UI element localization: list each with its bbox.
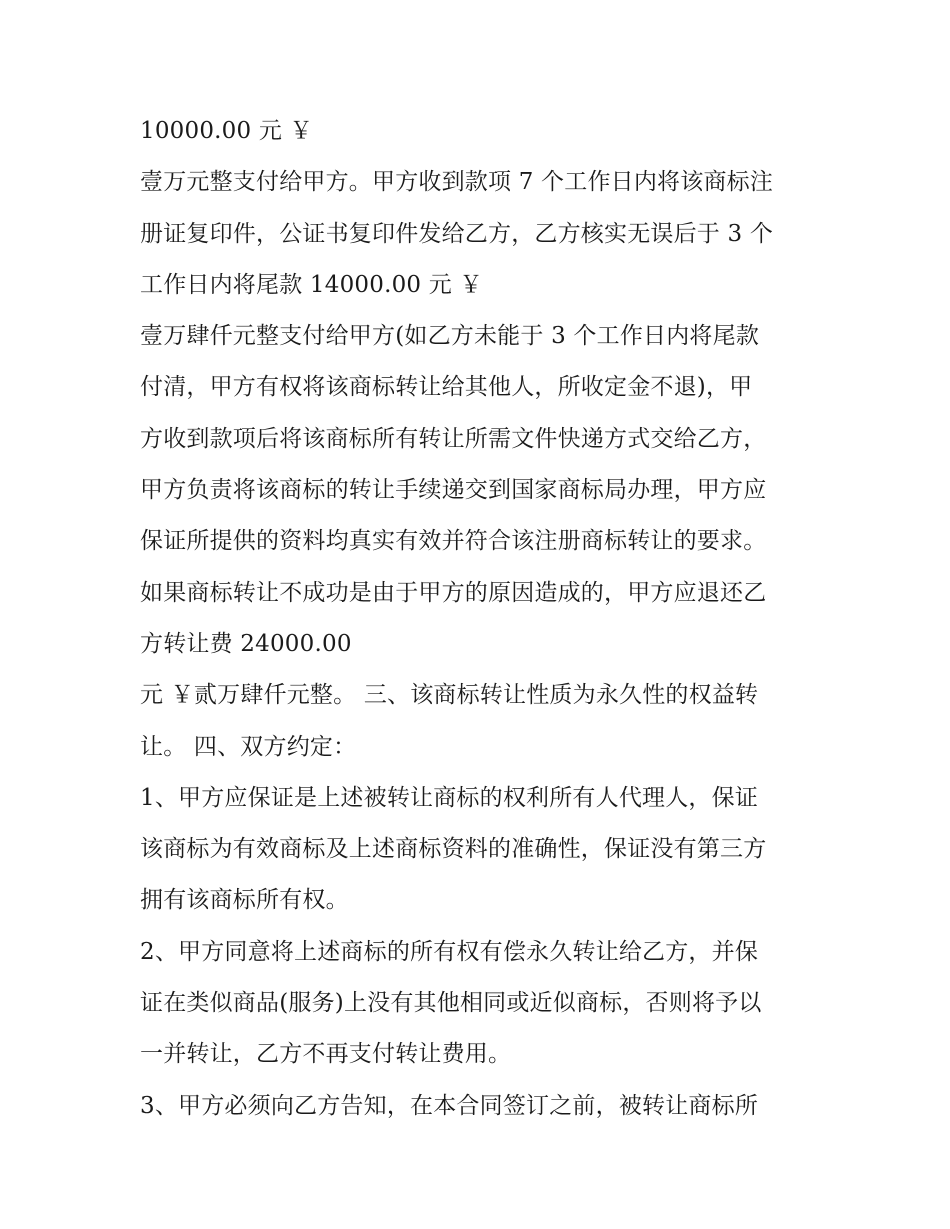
text-line: 10000.00 元 ￥ — [140, 118, 313, 144]
text-line: 3、甲方必须向乙方告知，在本合同签订之前，被转让商标所 — [140, 1092, 759, 1119]
text-line: 甲方负责将该商标的转让手续递交到国家商标局办理，甲方应 — [140, 477, 767, 504]
text-line: 该商标为有效商标及上述商标资料的准确性，保证没有第三方 — [140, 836, 767, 863]
text-line: 方转让费 24000.00 — [140, 630, 352, 657]
text-line: 方收到款项后将该商标所有转让所需文件快递方式交给乙方， — [140, 425, 767, 452]
text-line: 如果商标转让不成功是由于甲方的原因造成的，甲方应退还乙 — [140, 579, 767, 606]
text-line: 证在类似商品(服务)上没有其他相同或近似商标，否则将予以 — [140, 990, 762, 1017]
text-line: 保证所提供的资料均真实有效并符合该注册商标转让的要求。 — [140, 528, 767, 555]
text-line: 2、甲方同意将上述商标的所有权有偿永久转让给乙方，并保 — [140, 938, 759, 965]
text-line: 工作日内将尾款 14000.00 元 ￥ — [140, 271, 483, 298]
text-line: 1、甲方应保证是上述被转让商标的权利所有人代理人，保证 — [140, 784, 759, 811]
text-line: 元 ￥贰万肆仟元整。 三、该商标转让性质为永久性的权益转 — [140, 682, 759, 709]
text-line: 拥有该商标所有权。 — [140, 887, 349, 914]
text-line: 册证复印件，公证书复印件发给乙方，乙方核实无误后于 3 个 — [140, 220, 774, 247]
text-line: 壹万元整支付给甲方。甲方收到款项 7 个工作日内将该商标注 — [140, 169, 774, 196]
text-line: 壹万肆仟元整支付给甲方(如乙方未能于 3 个工作日内将尾款 — [140, 323, 760, 350]
text-line: 让。 四、双方约定： — [140, 733, 357, 760]
text-line: 付清，甲方有权将该商标转让给其他人，所收定金不退)，甲 — [140, 374, 753, 401]
contract-text-body — [140, 109, 820, 1135]
text-line: 一并转让，乙方不再支付转让费用。 — [140, 1041, 512, 1068]
